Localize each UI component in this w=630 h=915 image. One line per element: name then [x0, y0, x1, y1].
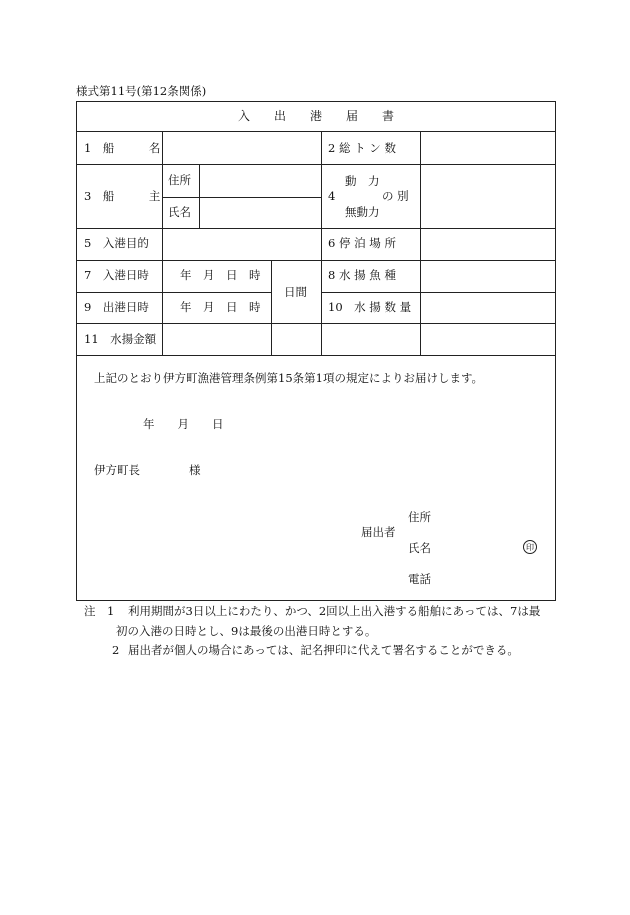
rule-v4	[321, 131, 322, 355]
rule-h1	[76, 131, 556, 132]
note-1-head: 注 1	[84, 604, 115, 618]
seal-mark: 印	[523, 540, 537, 554]
label-catch-quantity: 10 水 揚 数 量	[328, 300, 412, 314]
rule-v3	[271, 260, 272, 355]
date-line: 年 月 日	[143, 417, 224, 431]
label-catch-species: 8 水 揚 魚 種	[328, 268, 396, 282]
rule-h5	[76, 260, 556, 261]
label-gross-tonnage: 2 総 ト ン 数	[328, 141, 396, 155]
note-1-text: 利用期間が3日以上にわたり、かつ、2回以上出入港する船舶にあっては、7は最	[128, 604, 541, 618]
rule-h6b	[321, 292, 556, 293]
addressee: 伊方町長	[94, 463, 140, 477]
honorific: 様	[189, 463, 201, 477]
submitter-label: 届出者	[361, 525, 396, 539]
submitter-phone-label: 電話	[408, 572, 431, 586]
label-powered: 動 力	[345, 174, 380, 188]
form-frame	[76, 101, 556, 601]
form-title: 入 出 港 届 書	[237, 109, 394, 123]
rule-h7	[76, 323, 556, 324]
label-distinction: の 別	[382, 189, 409, 203]
label-exit-datetime: 9 出港日時	[84, 300, 149, 314]
exit-date-units: 年 月 日 時	[180, 300, 261, 314]
submitter-name-label: 氏名	[408, 541, 431, 555]
label-item-4: 4	[328, 189, 336, 203]
entry-date-units: 年 月 日 時	[180, 268, 261, 282]
rule-h4	[76, 228, 556, 229]
note-1-continuation: 初の入港の日時とし、9は最後の出港日時とする。	[116, 624, 377, 638]
label-unpowered: 無動力	[345, 205, 380, 219]
form-number-label: 様式第11号(第12条関係)	[76, 84, 207, 98]
label-owner: 3 船 主	[84, 189, 161, 203]
label-vessel-name: 1 船 名	[84, 141, 161, 155]
rule-h2	[76, 164, 556, 165]
rule-h3	[162, 197, 321, 198]
submitter-address-label: 住所	[408, 510, 431, 524]
rule-v2	[199, 164, 200, 228]
rule-v5	[420, 131, 421, 355]
label-mooring-place: 6 停 泊 場 所	[328, 236, 396, 250]
label-entry-datetime: 7 入港日時	[84, 268, 149, 282]
label-owner-name: 氏名	[168, 205, 191, 219]
note-2-text: 届出者が個人の場合にあっては、記名押印に代えて署名することができる。	[128, 643, 519, 657]
rule-h6a	[76, 292, 271, 293]
statement-text: 上記のとおり伊方町漁港管理条例第15条第1項の規定によりお届けします。	[94, 371, 484, 385]
label-entry-purpose: 5 入港目的	[84, 236, 149, 250]
label-days: 日間	[284, 285, 307, 299]
rule-v1	[162, 131, 163, 355]
rule-h8	[76, 355, 556, 356]
label-catch-amount: 11 水揚金額	[84, 332, 157, 346]
label-owner-address: 住所	[168, 173, 191, 187]
note-2-head: 2	[112, 643, 120, 657]
